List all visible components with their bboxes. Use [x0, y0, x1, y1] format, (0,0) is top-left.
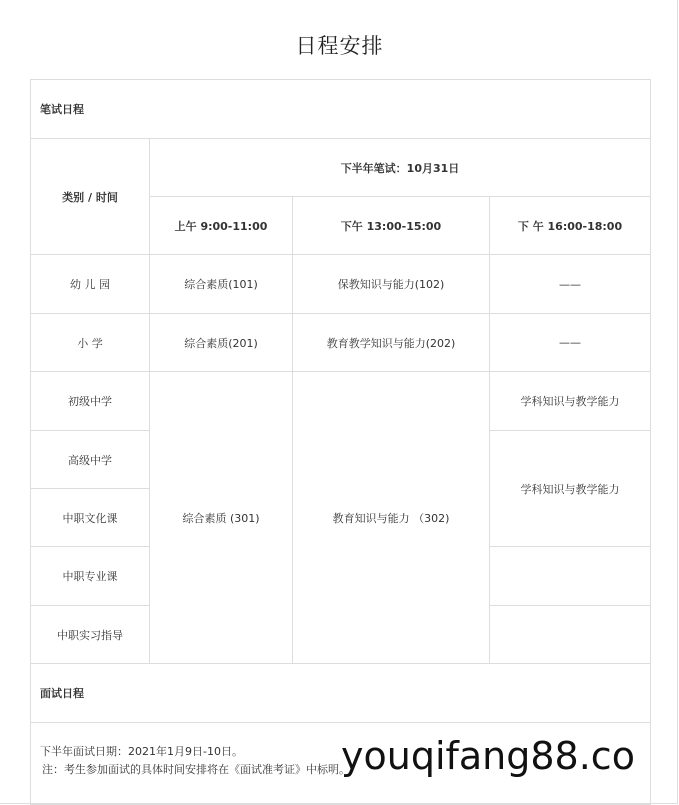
schedule-table — [30, 79, 651, 805]
page-title: 日程安排 — [295, 34, 384, 58]
category-junior-middle: 初级中学 — [31, 372, 150, 431]
kindergarten-subject-1: 综合素质(101) — [150, 255, 293, 314]
senior-subject-3: 学科知识与教学能力 — [490, 431, 651, 547]
written-date-header: 下半年笔试：10月31日 — [150, 139, 651, 197]
kindergarten-subject-3: —— — [490, 255, 651, 314]
interview-note-line: 注：考生参加面试的具体时间安排将在《面试准考证》中标明。 — [42, 763, 350, 776]
slot-late-afternoon-header: 下 午 16:00-18:00 — [490, 197, 651, 255]
secondary-subject-1: 综合素质 (301) — [150, 372, 293, 664]
primary-subject-3: —— — [490, 314, 651, 372]
category-vocational-culture: 中职文化课 — [31, 489, 150, 547]
category-vocational-professional: 中职专业课 — [31, 547, 150, 606]
category-kindergarten: 幼 儿 园 — [31, 255, 150, 314]
kindergarten-subject-2: 保教知识与能力(102) — [293, 255, 490, 314]
vocational-practice-subject-3 — [490, 606, 651, 664]
slot-afternoon-header: 下午 13:00-15:00 — [293, 197, 490, 255]
category-vocational-practice: 中职实习指导 — [31, 606, 150, 664]
category-time-header: 类别 / 时间 — [31, 139, 150, 255]
primary-subject-1: 综合素质(201) — [150, 314, 293, 372]
interview-date-line: 下半年面试日期：2021年1月9日-10日。 — [40, 745, 243, 758]
category-primary: 小 学 — [31, 314, 150, 372]
vocational-professional-subject-3 — [490, 547, 651, 606]
secondary-subject-2: 教育知识与能力 （302) — [293, 372, 490, 664]
primary-subject-2: 教育教学知识与能力(202) — [293, 314, 490, 372]
slot-morning-header: 上午 9:00-11:00 — [150, 197, 293, 255]
watermark-text: youqifang88.co — [341, 734, 635, 778]
junior-subject-3: 学科知识与教学能力 — [490, 372, 651, 431]
category-senior-high: 高级中学 — [31, 431, 150, 489]
written-section-label: 笔试日程 — [31, 80, 651, 139]
interview-section-label: 面试日程 — [31, 664, 651, 723]
